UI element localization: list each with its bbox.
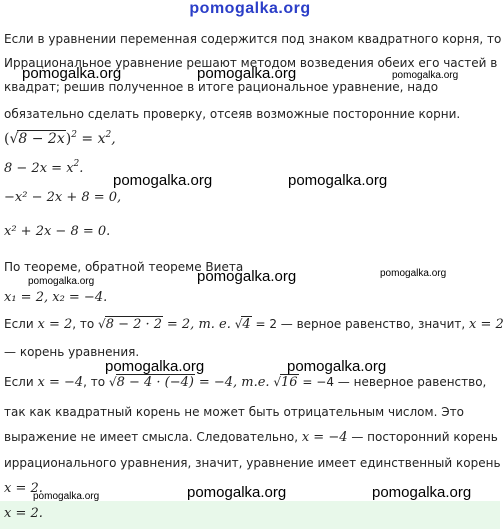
watermark: pomogalka.org	[28, 276, 95, 287]
text-span: = 2 — верное равенство, значит,	[255, 317, 466, 331]
watermark: pomogalka.org	[105, 358, 205, 375]
text-span: — посторонний корень	[351, 430, 498, 444]
answer-box	[0, 501, 500, 529]
check-line: Если x = 2, то √8 − 2 · 2 = 2, т. е. √4 = 2 — верное равенство, значит, x = 2	[4, 317, 504, 332]
watermark: pomogalka.org	[380, 268, 447, 279]
watermark: pomogalka.org	[22, 65, 122, 82]
sqrt-expression: 16	[281, 375, 298, 390]
math-span: x = 2	[469, 317, 504, 332]
math-span: x = −4	[301, 430, 348, 445]
watermark: pomogalka.org	[372, 484, 472, 501]
watermark: pomogalka.org	[197, 268, 297, 285]
watermark: pomogalka.org	[288, 172, 388, 189]
math-span: x = 2	[37, 317, 73, 332]
text-line: Иррациональное уравнение решают методом возведения обеих его частей в	[4, 56, 498, 70]
text-line: Если в уравнении переменная содержится под знаком квадратного корня, то	[4, 32, 502, 46]
watermark: pomogalka.org	[392, 70, 459, 81]
equation-text: 8 − 2x = x	[4, 161, 74, 176]
equation-squared: $(√8 - 2x)^2 = x^2$,	[4, 130, 116, 147]
text-span: , то	[72, 317, 95, 331]
text-line: так как квадратный корень не может быть отрицательным числом. Это	[4, 405, 464, 419]
text-span: = −4 — неверное равенство,	[302, 375, 487, 389]
equation-line: x² + 2x − 8 = 0.	[4, 224, 111, 239]
sqrt-expression: 4	[242, 317, 251, 332]
watermark: pomogalka.org	[113, 172, 213, 189]
check-line: Если x = −4, то √8 − 4 · (−4) = −4, т.е. √16 = −4 — неверное равенство,	[4, 375, 487, 390]
roots-line: x₁ = 2, x₂ = −4.	[4, 290, 108, 305]
text-line: — корень уравнения.	[4, 345, 140, 359]
equation-line: −x² − 2x + 8 = 0,	[4, 190, 122, 205]
text-line: иррационального уравнения, значит, уравнение имеет единственный корень	[4, 456, 501, 470]
text-line: обязательно сделать проверку, отсеяв возможные посторонние корни.	[4, 107, 461, 121]
text-span: , то	[83, 375, 106, 389]
equation-line: x = 2.	[4, 481, 43, 496]
math-span: = 2, т. е.	[166, 317, 231, 332]
text-line: По теореме, обратной теореме Виета	[4, 260, 244, 274]
sqrt-expression: 8 − 2 · 2	[105, 317, 163, 332]
text-span: выражение не имеет смысла. Следовательно,	[4, 430, 299, 444]
sqrt-expression: 8 − 2x	[18, 131, 65, 147]
text-line: квадрат; решив полученное в итоге рациональное уравнение, надо	[4, 80, 439, 94]
sqrt-expression: 8 − 4 · (−4)	[116, 375, 194, 390]
watermark: pomogalka.org	[197, 65, 297, 82]
text-span: Если	[4, 317, 34, 331]
text-span: Если	[4, 375, 34, 389]
equation-line: $8 - 2x = x^2$.	[4, 159, 84, 176]
site-header[interactable]: pomogalka.org	[189, 0, 311, 17]
equation-rhs: = x	[81, 131, 106, 147]
watermark: pomogalka.org	[287, 358, 387, 375]
check-line	[4, 429, 498, 446]
math-span: = −4, т.е.	[198, 375, 270, 390]
answer-line: x = 2.	[4, 506, 43, 521]
math-span: x = −4	[37, 375, 84, 390]
watermark: pomogalka.org	[187, 484, 287, 501]
watermark: pomogalka.org	[33, 491, 100, 502]
